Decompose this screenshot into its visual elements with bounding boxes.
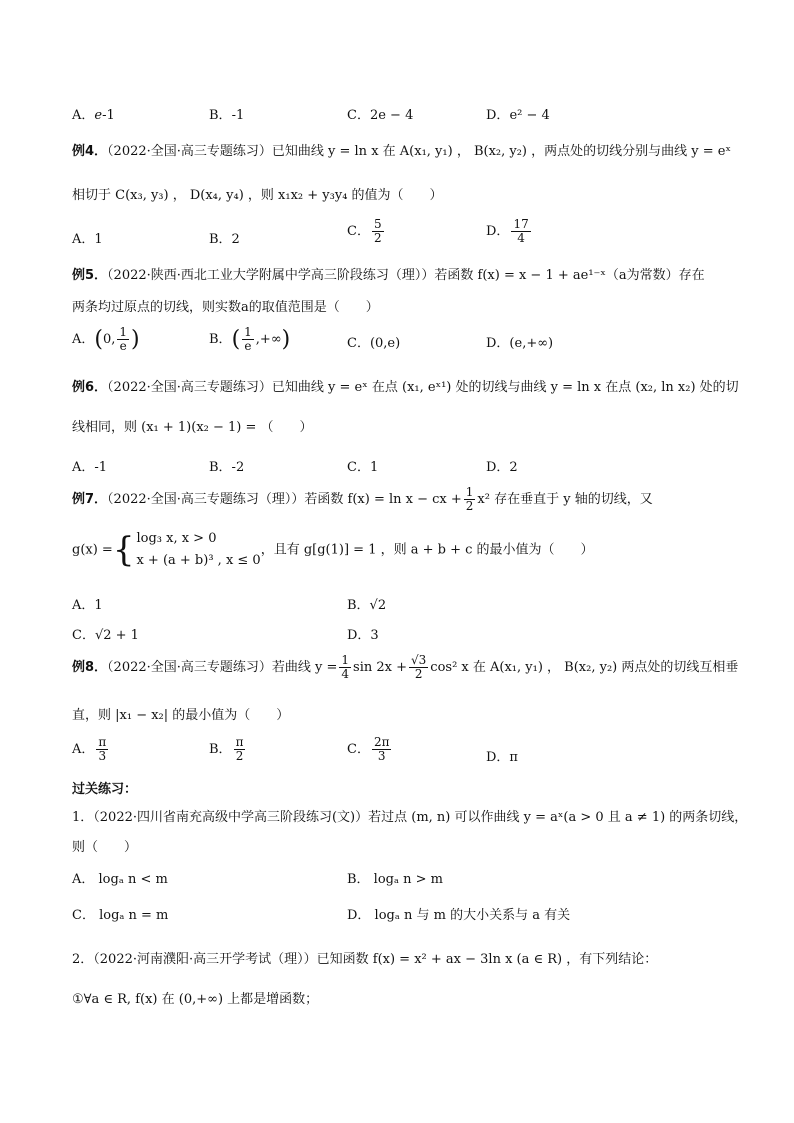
- ex8-option-c: C． $\frac{2\pi}{3}$: [347, 735, 390, 764]
- example-8-line1: 例8．（2022·全国·高三专题练习）若曲线 y = $\frac{1}{4}$ sin 2x + $\frac{√3}{2}$ cos² x 在 A(x₁, y₁) ， B(x₂, y₂) 两点处的切线互相垂: [72, 653, 739, 682]
- example-7-line2: g(x) ={ log₃ x, x > 0 x + (a + b)³ , x ≤ 0，且有 g[g(1)] = 1 ，则 a + b + c 的最小值为（ ）: [72, 530, 594, 571]
- ex7-option-b: B．√2: [347, 598, 387, 613]
- ex8-option-b: B． $\frac{\pi}{2}$: [209, 735, 244, 764]
- practice-q1-line2: 则（ ）: [72, 840, 138, 855]
- ex6-option-c: C．1: [347, 460, 379, 475]
- example-5-line2: 两条均过原点的切线，则实数a的取值范围是（ ）: [72, 300, 379, 315]
- ex5-option-c: C．(0,e): [347, 336, 401, 351]
- ex4-option-a: A．1: [72, 232, 103, 247]
- ex6-option-a: A．-1: [72, 460, 108, 475]
- ex5-option-a: A．(0, $\frac{1}{e}$ ): [72, 325, 140, 354]
- example-6-line1: 例6．（2022·全国·高三专题练习）已知曲线 y = eˣ 在点 (x₁, eˣ¹) 处的切线与曲线 y = ln x 在点 (x₂, ln x₂) 处的切: [72, 380, 739, 395]
- option-b: B．-1: [209, 108, 245, 123]
- ex4-option-b: B．2: [209, 232, 240, 247]
- practice-q2-line1: 2．（2022·河南濮阳·高三开学考试（理））已知函数 f(x) = x² + ax − 3ln x (a ∈ R) ，有下列结论：: [72, 952, 658, 967]
- ex5-option-b: B．( $\frac{1}{e}$ ,+∞): [209, 325, 291, 354]
- ex8-option-a: A． $\frac{\pi}{3}$: [72, 735, 107, 764]
- q1-option-b: B． logₐ n > m: [347, 872, 443, 887]
- option-a: A．e-1: [72, 108, 115, 123]
- q1-option-d: D． logₐ n 与 m 的大小关系与 a 有关: [347, 908, 571, 923]
- example-7-line1: 例7．（2022·全国·高三专题练习（理））若函数 f(x) = ln x − cx + $\frac{1}{2}$ x² 存在垂直于 y 轴的切线，又: [72, 485, 653, 514]
- ex7-option-d: D．3: [347, 628, 379, 643]
- q1-option-a: A． logₐ n < m: [72, 872, 168, 887]
- ex7-option-a: A．1: [72, 598, 103, 613]
- example-4-line1: 例4．（2022·全国·高三专题练习）已知曲线 y = ln x 在 A(x₁, y₁) ， B(x₂, y₂) ，两点处的切线分别与曲线 y = eˣ: [72, 144, 731, 159]
- option-d: D．e² − 4: [486, 108, 550, 123]
- example-6-line2: 线相同，则 (x₁ + 1)(x₂ − 1) = （ ）: [72, 420, 313, 435]
- ex8-option-d: D．π: [486, 750, 518, 765]
- example-4-line2: 相切于 C(x₃, y₃) ， D(x₄, y₄) ，则 x₁x₂ + y₃y₄ 的值为（ ）: [72, 188, 443, 203]
- practice-q1-line1: 1．（2022·四川省南充高级中学高三阶段练习(文)）若过点 (m, n) 可以作曲线 y = aˣ(a > 0 且 a ≠ 1) 的两条切线，: [72, 810, 748, 825]
- q1-option-c: C． logₐ n = m: [72, 908, 169, 923]
- practice-q2-item1: ①∀a ∈ R, f(x) 在 (0,+∞) 上都是增函数；: [72, 992, 319, 1007]
- ex4-option-d: D． $\frac{17}{4}$: [486, 217, 529, 246]
- option-c: C．2e − 4: [347, 108, 414, 123]
- ex7-option-c: C．√2 + 1: [72, 628, 139, 643]
- example-8-line2: 直，则 |x₁ − x₂| 的最小值为（ ）: [72, 708, 290, 723]
- ex6-option-d: D．2: [486, 460, 518, 475]
- example-5-line1: 例5．（2022·陕西·西北工业大学附属中学高三阶段练习（理））若函数 f(x) = x − 1 + ae¹⁻ˣ（a为常数）存在: [72, 268, 705, 283]
- ex6-option-b: B．-2: [209, 460, 245, 475]
- ex4-option-c: C． $\frac{5}{2}$: [347, 217, 382, 246]
- practice-title: 过关练习：: [72, 782, 138, 797]
- ex5-option-d: D．(e,+∞): [486, 336, 554, 351]
